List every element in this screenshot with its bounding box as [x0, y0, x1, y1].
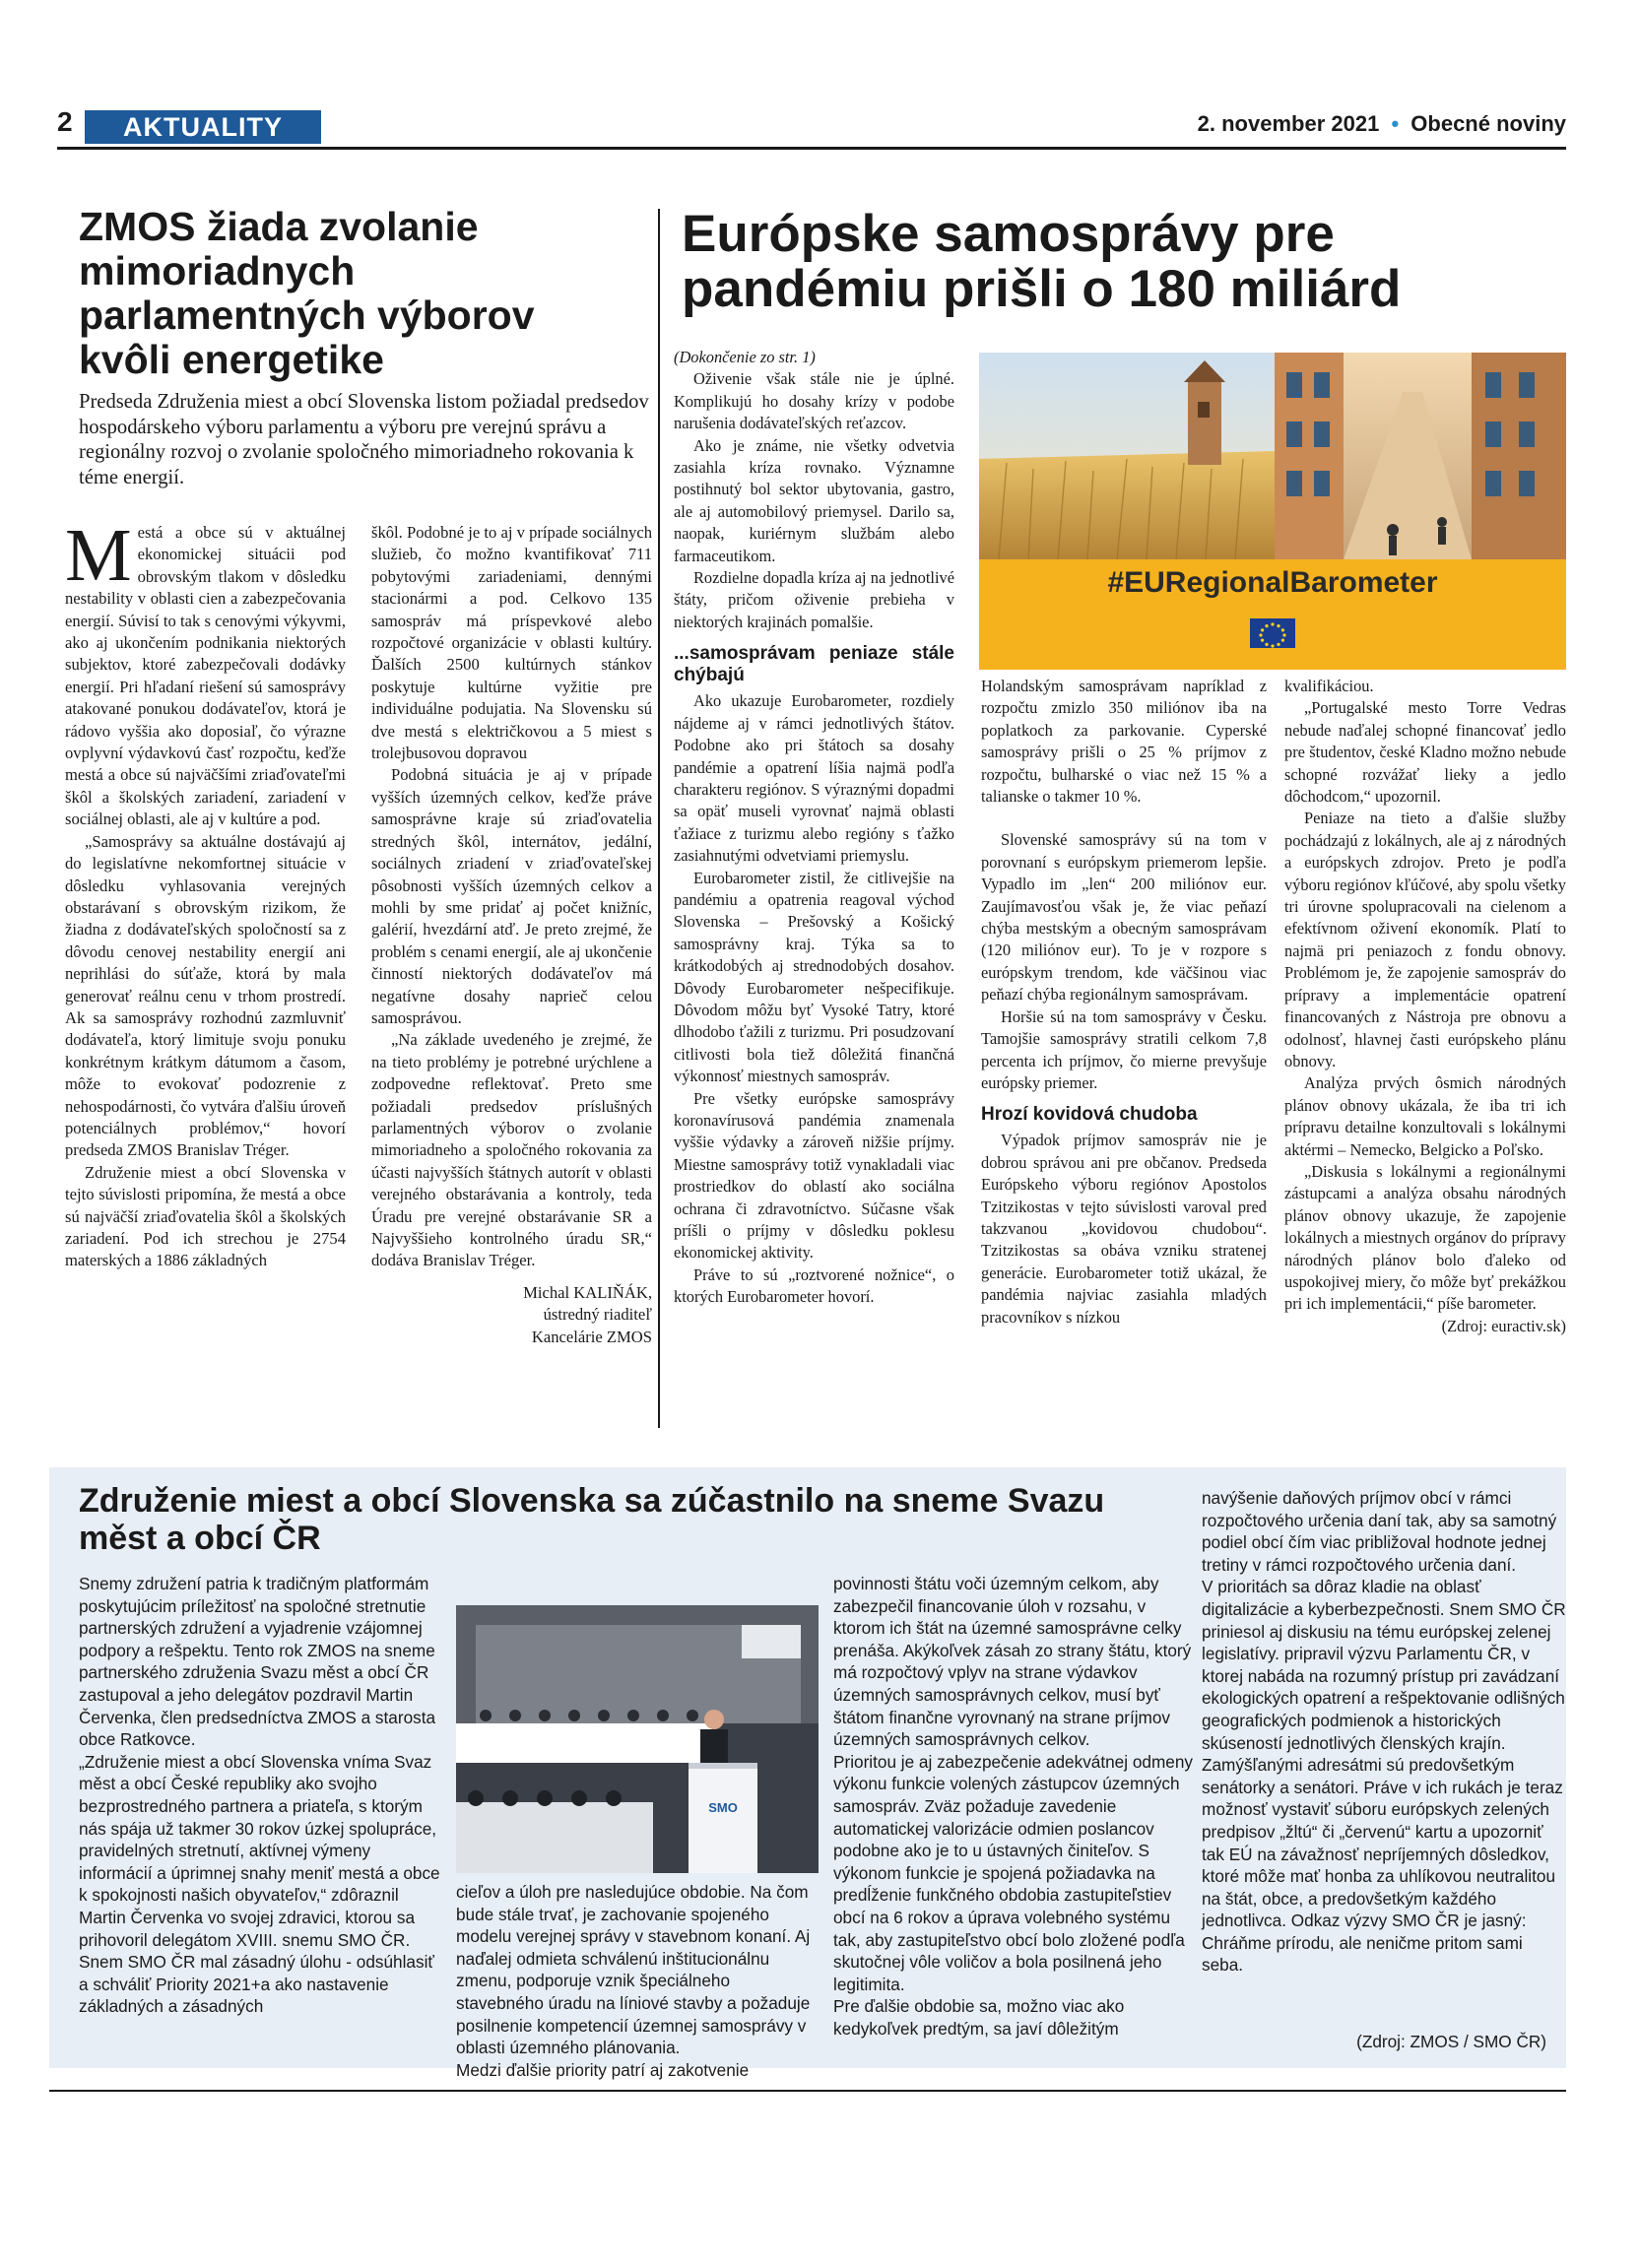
paragraph: kvalifikáciou. — [1284, 677, 1374, 695]
left-article-col2 — [371, 522, 652, 1348]
bottom-box-source: (Zdroj: ZMOS / SMO ČR) — [1356, 2032, 1546, 2051]
paragraph: Rozdielne dopadla kríza aj na jednotlivé štáty, pričom oživenie prebieha v niektorých krajinách pomalšie. — [674, 568, 954, 631]
page-number: 2 — [57, 106, 73, 137]
paragraph: Pre ďalšie obdobie sa, možno viac ako kedykoľvek predtým, sa javí dôležitým — [833, 1996, 1125, 2039]
paragraph: Peniaze na tieto a ďalšie služby pochádzajú z lokálnych, ale aj z národných a európskych zdrojov. Preto je podľa výboru regiónov kľúčové, aby spolu všetky tri úrovne spolupracovali na cielenom a efektívnom oživení ekonomík. Platí to najmä pri peniazoch z fondu obnovy. Problémom je, že zapojenie samospráv do prípravy a implementácie opatrení financovaných z Nástroja pre obnovu a odolnosť, hlavnej časti európskeho plánu obnovy. — [1284, 809, 1566, 1070]
paragraph: Eurobarometer zistil, že citlivejšie na pandémiu a opatrenia reagoval východ Slovenska – Prešovský a Košický samosprávny kraj. Týka sa to krátkodobých aj strednodobých dosahov. Dôvody Eurobarometer nešpecifikuje. Dôvodom môžu byť Vysoké Tatry, ktoré dlhodobo ťažili z turizmu. Pri posudzovaní citlivosti bola tiež dôležitá finančná výkonnosť miestnych samospráv. — [674, 868, 954, 1086]
right-article-col2 — [981, 676, 1267, 1328]
bottom-box-col4 — [1202, 1487, 1566, 1976]
congress-photo-art — [456, 1605, 819, 1873]
barometer-photo-art — [979, 353, 1566, 670]
paragraph: „Na základe uvedeného je zrejmé, že na tieto problémy je potrebné urýchlene a zodpovedne reflektovať. Preto sme požiadali predsedov príslušných parlamentných výborov o zvolanie mimoriadneho a spoločného rokovania za účasti najvyšších štátnych autorít v oblasti verejného obstarávania a kontroly, teda Úradu pre verejné obstarávanie SR a Najvyššieho kontrolného úradu SR,“ dodáva Branislav Tréger. — [371, 1030, 652, 1270]
subheading-money: ...samosprávam peniaze stále chýbajú — [674, 643, 954, 686]
section-label: AKTUALITY — [85, 110, 321, 144]
signature-title: ústredný riaditeľ — [543, 1305, 652, 1325]
barometer-hashtag: #EURegionalBarometer — [1107, 566, 1438, 599]
header-bullet: • — [1391, 111, 1400, 136]
paragraph: Snem SMO ČR mal zásadný úlohu - odsúhlasiť a schváliť Priority 2021+a ako nastavenie základných a zásadných — [79, 1952, 434, 2017]
paragraph: Ako je známe, nie všetky odvetvia zasiahla kríza rovnako. Významne postihnutý bol sektor ubytovania, gastro, ale aj automobilový priemysel. Darilo sa, naopak, kuriérnym službám alebo farmaceutikom. — [674, 435, 954, 565]
paragraph: „Portugalské mesto Torre Vedras nebude naďalej schopné financovať jedlo pre študentov, české Kladno možno nebude schopné rozvážať lieky a jedlo dôchodcom,“ upozornil. — [1284, 698, 1566, 807]
paragraph: Práve to sú „roztvorené nožnice“, o ktorých Eurobarometer hovorí. — [674, 1264, 954, 1307]
paragraph: navýšenie daňových príjmov obcí v rámci rozpočtového určenia daní tak, aby sa samotný podiel obcí čím viac približoval hodnote jednej tretiny v rámci rozpočtového určenia daní. — [1202, 1488, 1557, 1575]
publication-name: Obecné noviny — [1410, 111, 1566, 136]
source-credit: (Zdroj: euractiv.sk) — [1441, 1316, 1566, 1335]
left-article-headline: ZMOS žiada zvolanie mimoriadnych parlamentných výborov kvôli energetike — [79, 204, 535, 382]
paragraph: Horšie sú na tom samosprávy v Česku. Tamojšie samosprávy stratili celkom 7,8 percenta ich príjmov, čo mierne prevyšuje európsky priemer. — [981, 1006, 1267, 1092]
header-rule — [57, 147, 1566, 150]
right-article-col3 — [1284, 676, 1566, 1337]
paragraph: Medzi ďalšie priority patrí aj zakotvenie — [456, 2059, 750, 2080]
paragraph: Združenie miest a obcí Slovenska v tejto súvislosti pripomína, že mestá a obce sú najväčší zriaďovatelia škôl a školských zariadení. Pod ich strechou je 2754 materských a 1886 základných — [65, 1162, 346, 1270]
paragraph: Holandským samosprávam napríklad z rozpočtu zmizlo 350 miliónov iba na poplatkoch za parkovanie. Cyperské samosprávy prišli o 25 % príjmov z rozpočtu, bulharské o viac než 15 % a talianske o takmer 10 %. — [981, 677, 1267, 807]
paragraph: Pre všetky európske samosprávy koronavírusová pandémia znamenala vyššie výdavky a zároveň nižšie príjmy. Miestne samosprávy totiž vynakladali viac prostriedkov do oblastí ako sociálna ochrana či zdravotníctvo. Súčasne však príšli o príjmy v dôsledku poklesu ekonomickej aktivity. — [674, 1088, 954, 1263]
paragraph: „Diskusia s lokálnymi a regionálnymi zástupcami a analýza obsahu národných plánov obnovy ukazuje, že zapojenie lokálnych a miestnych orgánov do prípravy národných plánov bolo ďaleko od uspokojivej miery, čo môže byť prekážkou pri ich implementácii,“ píše barometer. — [1284, 1161, 1566, 1314]
paragraph: škôl. Podobné je to aj v prípade sociálnych služieb, čo možno kvantifikovať 711 pobytovými zariadeniami, dennými stacionármi a pod. Celkovo 135 samospráv má príspevkové alebo rozpočtové organizácie v oblasti kultúry. Ďalších 2500 kultúrnych stánkov poskytuje kultúrne vyžitie pre individuálne podujatia. Na Slovensku sú dve mestá s električkovou a 5 miest s trolejbusovou dopravou — [371, 523, 652, 763]
bottom-box-col3 — [833, 1573, 1198, 2040]
paragraph: V prioritách sa dôraz kladie na oblasť digitalizácie a kyberbezpečnosti. Snem SMO ČR priniesol aj diskusiu na tému európskej zelenej legislatívy. pripravil výzvu Parlamentu ČR, v ktorej nabáda na rozumný prístup pri zavádzaní ekologických opatrení a rešpektovanie odlišných geografických podmienok a historických skúseností jednotlivých členských krajín. Zamýšľanými adresátmi sú predovšetkým senátorky a senátori. Práve v ich rukách je teraz možnosť vystaviť súboru európskych zelených predpisov „žltú“ či „červenú“ kartu a upozorniť tak EÚ na závažnosť nepríjemných dôsledkov, ktoré môže mať honba za uhlíkovou neutralitou na štát, obce, a predovšetkým každého jednotlivca. Odkaz výzvy SMO ČR je jasný: Chráňme prírodu, ale neničme pritom sami seba. — [1202, 1577, 1566, 1976]
paragraph: Výpadok príjmov samospráv nie je dobrou správou ani pre občanov. Predseda Európskeho výboru regiónov Apostolos Tzitzikostas v tejto súvislosti varoval pred takzvanou „kovidovou chudobou“. Tzitzikostas sa obáva vzniku stratenej generácie. Eurobarometer totiž ukázal, že pandémia najviac zasiahla mladých pracovníkov s nízkou — [981, 1131, 1267, 1327]
signature-office: Kancelárie ZMOS — [531, 1327, 652, 1346]
bottom-box-headline: Združenie miest a obcí Slovenska sa zúčastnilo na sneme Svazu měst a obcí ČR — [79, 1482, 1105, 1557]
bottom-box-col1 — [79, 1573, 443, 2018]
paragraph: Prioritou je aj zabezpečenie adekvátnej odmeny výkonu funkcie volených zástupcov územných samospráv. Zväz požaduje zavedenie automatickej valorizácie odmien poslancov podobne ako je to u ústavných činiteľov. S výkonom funkcie je spojená požiadavka na predĺženie funkčného obdobia zastupiteľstiev obcí na 6 rokov a úprava volebného systému tak, aby zastupiteľstvo obcí bolo zložené podľa skutočnej vôle voličov a bola posilnená jeho legitimita. — [833, 1751, 1193, 1994]
dropcap: M — [65, 514, 132, 597]
right-article-headline: Európske samosprávy pre pandémiu prišli o 180 miliárd — [682, 205, 1402, 318]
paragraph: Oživenie však stále nie je úplné. Komplikujú ho dosahy krízy v podobe narušenia dodávateľských reťazcov. — [674, 369, 954, 433]
paragraph: „Združenie miest a obcí Slovenska vníma Svaz měst a obcí České republiky ako svojho bezprostredného partnera a priateľa, s ktorým nás spája už takmer 30 rokov úzkej spolupráce, pravidelných stretnutí, aktívnej výmeny informácií a úprimnej snahy meniť mestá a obce k spokojnosti našich obyvateľov,“ zdôraznil Martin Červenka vo svojej zdravici, ktorou sa prihovoril delegátom XVIII. snemu SMO ČR. — [79, 1751, 440, 1950]
signature — [371, 1282, 652, 1348]
left-article-col1 — [65, 514, 346, 1272]
paragraph: está a obce sú v aktuálnej ekonomickej situácii pod obrovským tlakom v dôsledku nestability v oblasti cien a zabezpečovania energií. Súvisí to tak s cenovými výkyvmi, ako aj ukončením podnikania niektorých subjektov, ktoré zabezpečovali dodávky energií. Pri hľadaní riešení sú samosprávy atakované ponukou dodávateľov, ktorá je rádovo vyššia ako doposiaľ, čo výrazne ovplyvní výdavkovú časť rozpočtu, keďže mestá a obce sú najväčšími zriaďovateľmi škôl a školských zariadení, zariadení v sociálnej oblasti, ale aj v kultúre a pod. — [65, 523, 346, 829]
right-article-col1 — [674, 347, 954, 1309]
signature-name: Michal KALIŇÁK, — [523, 1282, 652, 1302]
paragraph: povinnosti štátu voči územným celkom, aby zabezpečil financovanie úloh v rozsahu, v ktorom ich štát na územné samosprávne celky prenáša. Akýkoľvek zásah zo strany štátu, ktorý má rozpočtový vplyv na strane výdavkov územných samosprávnych celkov, musí byť štátom finančne vyrovnaný na strane príjmov územných samosprávnych celkov. — [833, 1574, 1192, 1750]
footer-rule — [49, 2090, 1566, 2092]
subheading-poverty: Hrozí kovidová chudoba — [981, 1104, 1198, 1126]
paragraph: Analýza prvých ôsmich národných plánov obnovy ukázala, že iba tri ich prípravu detailne konzultovali s lokálnymi aktérmi – Nemecko, Belgicko a Poľsko. — [1284, 1073, 1566, 1159]
column-divider — [658, 209, 660, 1428]
issue-date: 2. november 2021 — [1197, 111, 1380, 136]
left-article-lead: Predseda Združenia miest a obcí Slovenska listom požiadal predsedov hospodárskeho výboru parlamentu a výboru pre verejnú správu a regionálny rozvoj o zvolanie spoločného mimoriadneho rokovania k téme energií. — [79, 391, 649, 488]
congress-photo — [456, 1605, 819, 1873]
paragraph: Ako ukazuje Eurobarometer, rozdiely nájdeme aj v rámci jednotlivých štátov. Podobne ako pri štátoch sa dosahy pandémie a opatrení líšia najmä podľa charakteru regiónov. S výraznými dopadmi sa opäť museli vyrovnať najmä oblasti ťažiace z turizmu alebo regióny s ťažko zasiahnutými odvetviami priemyslu. — [674, 691, 954, 866]
lectern-logo: SMO — [708, 1800, 738, 1815]
paragraph: Slovenské samosprávy sú na tom v porovnaní s európskym priemerom lepšie. Vypadlo im „len“ 200 miliónov eur. Zaujímavosťou však je, že viac peňazí chýba mestským a obecným samosprávam (120 miliónov eur). To je v rozpore s európskym trendom, kde väčšinou viac peňazí chýba regionálnym samosprávam. — [981, 830, 1267, 1004]
barometer-photo — [979, 353, 1566, 670]
continuation-note: (Dokončenie zo str. 1) — [674, 348, 816, 366]
paragraph: „Samosprávy sa aktuálne dostávajú aj do legislatívne nekomfortnej situácie v dôsledku vyhlasovania verejných obstarávaní s obrovským rizikom, že žiadna z dodávateľských spoločností sa z dôvodu cenovej nestability energií ani neprihlási do súťaže, ktorá by mala generovať reálnu cenu v trhom prostredí. Ak sa samosprávy rozhodnú zazmluvniť dodávateľa, ktorý limituje svoju ponuku konkrétnym krátkym dátumom a časom, môže to evokovať podozrenie z nehospodárnosti, čo vytvára ďalšiu úroveň potenciálnych problémov,“ hovorí predseda ZMOS Branislav Tréger. — [65, 831, 346, 1160]
header-dateline — [1083, 110, 1566, 138]
bottom-box-col2 — [456, 1881, 820, 2081]
paragraph: Snemy združení patria k tradičným platformám poskytujúcim príležitosť na spoločné stretnutie partnerských združení a vyjadrenie vzájomnej podpory a rešpektu. Tento rok ZMOS na sneme partnerského združenia Svazu měst a obcí ČR zastupoval a jeho delegátov pozdravil Martin Červenka, člen predsedníctva ZMOS a starosta obce Ratkovce. — [79, 1574, 436, 1750]
paragraph: Podobná situácia je aj v prípade vyšších územných celkov, keďže práve samosprávne kraje sú zriaďovatelia stredných škôl, internátov, jedální, sociálnych zriadení v zriaďovateľskej pôsobnosti vyšších územných celkov a mohli by sme pridať aj počet knižníc, galérií, hvezdární atď. Je preto zrejmé, že problém s cenami energií, ale aj ukončenie činností niektorých dodávateľov má negatívne dosahy naprieč celou samosprávou. — [371, 765, 652, 1027]
paragraph: cieľov a úloh pre nasledujúce obdobie. Na čom bude stále trvať, je zachovanie spojeného modelu verejnej správy v stavebnom konaní. Aj naďalej odmieta schválenú inštitucionálnu zmenu, podporuje vznik špeciálneho stavebného úradu na líniové stavby a požaduje posilnenie kompetencií územnej samosprávy v oblasti územného plánovania. — [456, 1882, 811, 2058]
